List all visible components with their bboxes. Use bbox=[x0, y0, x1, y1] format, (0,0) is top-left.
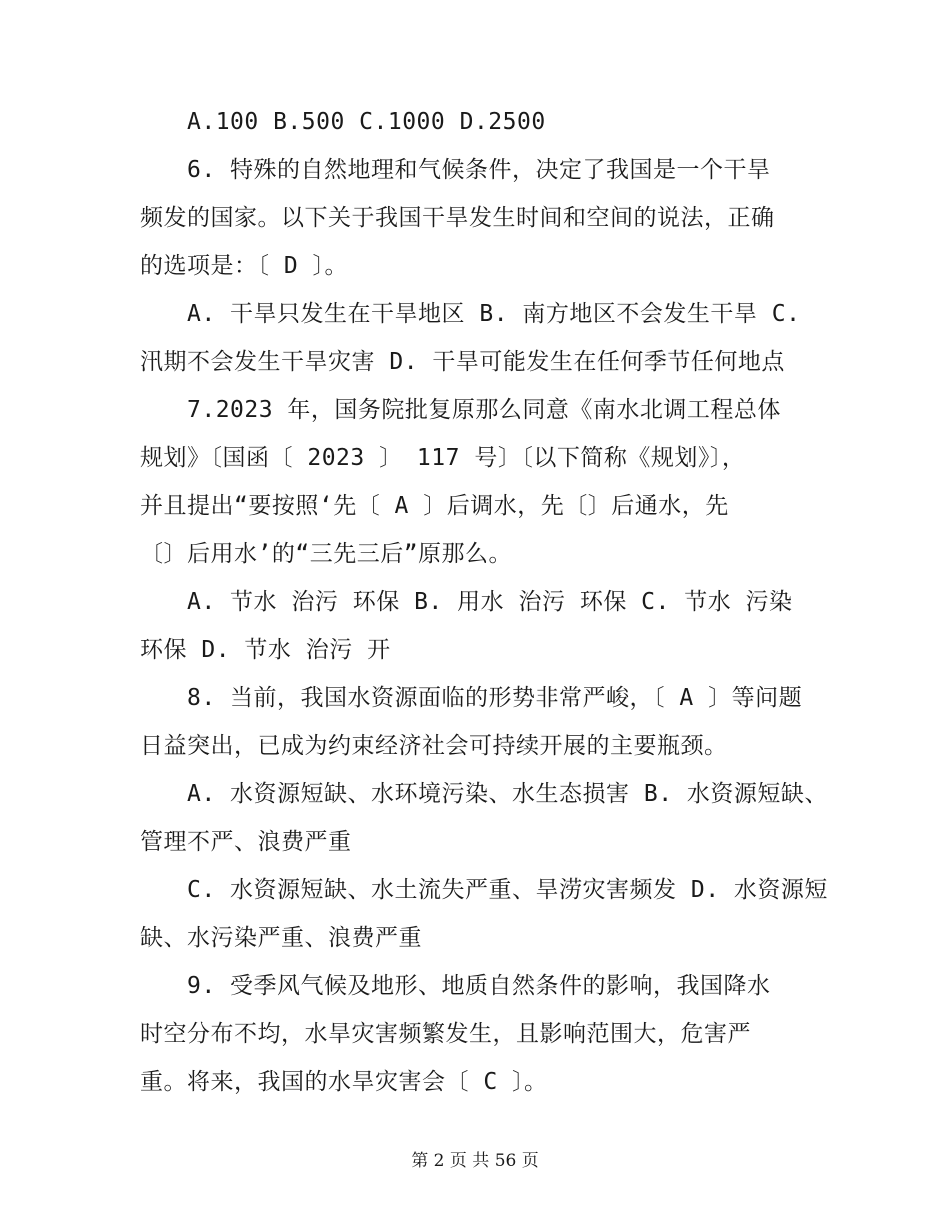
option-line: A. 干旱只发生在干旱地区 B. 南方地区不会发生干旱 C. bbox=[187, 301, 801, 327]
question-line: 时空分布不均，水旱灾害频繁发生，且影响范围大，危害严 bbox=[140, 1021, 751, 1047]
question-line: 并且提出“要按照‘先〔 A 〕后调水，先〔〕后通水，先 bbox=[140, 493, 729, 519]
page-number-footer: 第 2 页 共 56 页 bbox=[411, 1151, 539, 1171]
option-line: A.100 B.500 C.1000 D.2500 bbox=[187, 109, 546, 135]
question-line: 规划》〔国函〔 2023 〕 117 号〕〔以下简称《规划》〕， bbox=[140, 445, 746, 471]
question-line: 〔〕后用水’的“三先三后”原那么。 bbox=[140, 541, 513, 567]
option-line: A. 水资源短缺、水环境污染、水生态损害 B. 水资源短缺、 bbox=[187, 781, 828, 807]
option-line: A. 节水 治污 环保 B. 用水 治污 环保 C. 节水 污染 bbox=[187, 589, 793, 615]
option-line: C. 水资源短缺、水土流失严重、旱涝灾害频发 D. 水资源短 bbox=[187, 877, 828, 903]
question-line: 8. 当前，我国水资源面临的形势非常严峻，〔 A 〕等问题 bbox=[187, 685, 803, 711]
question-line: 日益突出，已成为约束经济社会可持续开展的主要瓶颈。 bbox=[140, 733, 728, 759]
question-line: 7.2023 年，国务院批复原那么同意《南水北调工程总体 bbox=[187, 397, 781, 423]
option-line: 环保 D. 节水 治污 开 bbox=[140, 637, 391, 663]
question-line: 的选项是：〔 D 〕。 bbox=[140, 253, 349, 279]
question-line: 6. 特殊的自然地理和气候条件，决定了我国是一个干旱 bbox=[187, 157, 771, 183]
option-line: 缺、水污染严重、浪费严重 bbox=[140, 925, 422, 951]
option-line: 汛期不会发生干旱灾害 D. 干旱可能发生在任何季节任何地点 bbox=[140, 349, 785, 375]
question-line: 9. 受季风气候及地形、地质自然条件的影响，我国降水 bbox=[187, 973, 771, 999]
question-line: 重。将来，我国的水旱灾害会〔 C 〕。 bbox=[140, 1069, 548, 1095]
question-line: 频发的国家。以下关于我国干旱发生时间和空间的说法，正确 bbox=[140, 205, 775, 231]
option-line: 管理不严、浪费严重 bbox=[140, 829, 352, 855]
